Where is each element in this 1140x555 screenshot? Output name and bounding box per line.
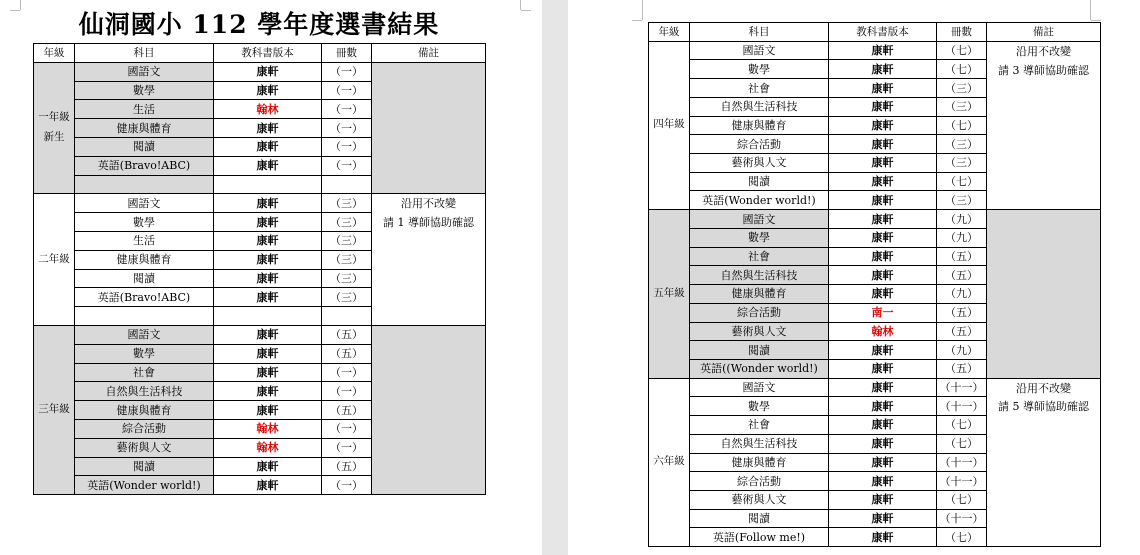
volume-cell: （九） (937, 228, 987, 247)
subject-cell: 自然與生活科技 (75, 382, 214, 401)
grade-cell: 二年級 (34, 194, 75, 326)
subject-cell: 數學 (75, 213, 214, 232)
note-cell: 沿用不改變 請 5 導師協助確認 (987, 378, 1101, 546)
volume-cell: （一） (322, 156, 372, 175)
volume-cell: （一） (322, 62, 372, 81)
publisher-cell: 翰林 (829, 322, 937, 341)
volume-cell: （三） (322, 231, 372, 250)
subject-cell: 社會 (690, 247, 829, 266)
volume-cell: （十一） (937, 472, 987, 491)
publisher-cell: 康軒 (829, 116, 937, 135)
publisher-header: 教科書版本 (829, 23, 937, 42)
textbook-table-right (648, 22, 1101, 547)
publisher-cell: 翰林 (214, 419, 322, 438)
document-page-left[interactable] (0, 0, 542, 555)
volume-cell: （一） (322, 81, 372, 100)
volume-cell: （一） (322, 137, 372, 156)
publisher-cell: 翰林 (214, 438, 322, 457)
subject-cell (75, 175, 214, 194)
volume-cell: （七） (937, 416, 987, 435)
subject-cell: 閱讀 (690, 172, 829, 191)
publisher-cell: 康軒 (829, 60, 937, 79)
note-header: 備註 (987, 23, 1101, 42)
subject-header: 科目 (75, 44, 214, 63)
publisher-cell: 康軒 (829, 472, 937, 491)
subject-cell (75, 307, 214, 326)
margin-mark (20, 0, 21, 10)
document-title: 仙洞國小 112 學年度選書結果 (78, 10, 440, 39)
grade-header: 年級 (649, 23, 690, 42)
margin-mark (520, 0, 521, 10)
publisher-cell (214, 175, 322, 194)
subject-cell: 英語(Follow me!) (690, 528, 829, 547)
subject-cell: 健康與體育 (690, 453, 829, 472)
subject-cell: 英語((Wonder world!) (690, 359, 829, 378)
subject-cell: 國語文 (690, 378, 829, 397)
volume-cell: （三） (937, 154, 987, 173)
table-row (649, 41, 1101, 60)
subject-cell: 閱讀 (690, 509, 829, 528)
page-gap (542, 0, 568, 555)
volume-cell: （七） (937, 172, 987, 191)
subject-cell: 數學 (690, 397, 829, 416)
publisher-cell: 康軒 (829, 79, 937, 98)
publisher-cell: 康軒 (829, 285, 937, 304)
subject-cell: 數學 (75, 81, 214, 100)
publisher-cell: 康軒 (829, 528, 937, 547)
subject-cell: 健康與體育 (75, 401, 214, 420)
publisher-cell: 康軒 (829, 135, 937, 154)
table-row (34, 194, 486, 213)
subject-cell: 自然與生活科技 (690, 266, 829, 285)
margin-mark (632, 20, 642, 21)
grade-cell: 六年級 (649, 378, 690, 546)
volume-cell: （三） (937, 191, 987, 210)
publisher-cell: 康軒 (214, 457, 322, 476)
margin-mark (642, 0, 643, 20)
volume-cell: （七） (937, 490, 987, 509)
volume-cell: （九） (937, 210, 987, 229)
publisher-cell: 康軒 (829, 228, 937, 247)
publisher-cell: 康軒 (214, 476, 322, 495)
volume-cell (322, 175, 372, 194)
subject-cell: 閱讀 (690, 341, 829, 360)
publisher-cell: 康軒 (214, 382, 322, 401)
publisher-cell: 康軒 (829, 247, 937, 266)
subject-cell: 英語(Bravo!ABC) (75, 288, 214, 307)
note-cell: 沿用不改變 請 1 導師協助確認 (372, 194, 486, 326)
grade-header: 年級 (34, 44, 75, 63)
margin-mark (1091, 20, 1101, 21)
volume-cell: （五） (322, 401, 372, 420)
subject-cell: 綜合活動 (75, 419, 214, 438)
publisher-cell: 康軒 (829, 490, 937, 509)
volume-cell: （九） (937, 341, 987, 360)
volume-cell: （三） (322, 213, 372, 232)
grade-cell: 三年級 (34, 325, 75, 494)
publisher-cell: 康軒 (829, 172, 937, 191)
publisher-cell: 康軒 (829, 416, 937, 435)
subject-cell: 閱讀 (75, 269, 214, 288)
table-row (649, 378, 1101, 397)
subject-cell: 藝術與人文 (690, 490, 829, 509)
note-cell (987, 210, 1101, 378)
publisher-cell: 康軒 (829, 210, 937, 229)
textbook-table-left (33, 43, 486, 495)
volume-cell (322, 307, 372, 326)
subject-cell: 國語文 (75, 194, 214, 213)
volume-cell: （五） (937, 359, 987, 378)
volume-cell: （三） (937, 97, 987, 116)
publisher-cell: 康軒 (829, 378, 937, 397)
publisher-cell: 康軒 (214, 213, 322, 232)
volume-cell: （七） (937, 60, 987, 79)
publisher-cell: 康軒 (214, 344, 322, 363)
subject-cell: 社會 (690, 79, 829, 98)
volume-header: 冊數 (937, 23, 987, 42)
volume-cell: （十一） (937, 397, 987, 416)
publisher-cell: 康軒 (829, 41, 937, 60)
subject-cell: 數學 (690, 228, 829, 247)
note-header: 備註 (372, 44, 486, 63)
subject-cell: 綜合活動 (690, 303, 829, 322)
subject-cell: 藝術與人文 (690, 322, 829, 341)
subject-cell: 社會 (690, 416, 829, 435)
volume-cell: （五） (322, 325, 372, 344)
publisher-cell: 康軒 (214, 231, 322, 250)
volume-cell: （三） (937, 135, 987, 154)
publisher-cell: 康軒 (214, 363, 322, 382)
subject-cell: 國語文 (690, 210, 829, 229)
publisher-cell: 康軒 (829, 434, 937, 453)
table-row (34, 325, 486, 344)
subject-cell: 英語(Wonder world!) (690, 191, 829, 210)
subject-cell: 數學 (75, 344, 214, 363)
note-cell (372, 325, 486, 494)
subject-cell: 生活 (75, 231, 214, 250)
volume-cell: （一） (322, 419, 372, 438)
margin-mark (521, 10, 531, 11)
subject-header: 科目 (690, 23, 829, 42)
publisher-cell: 康軒 (829, 509, 937, 528)
publisher-cell: 康軒 (829, 191, 937, 210)
subject-cell: 閱讀 (75, 137, 214, 156)
volume-cell: （一） (322, 438, 372, 457)
margin-mark (10, 10, 20, 11)
volume-cell: （五） (937, 303, 987, 322)
publisher-cell: 康軒 (214, 194, 322, 213)
note-cell: 沿用不改變 請 3 導師協助確認 (987, 41, 1101, 209)
volume-cell: （三） (322, 269, 372, 288)
volume-cell: （七） (937, 41, 987, 60)
publisher-cell: 康軒 (214, 288, 322, 307)
volume-cell: （五） (322, 344, 372, 363)
grade-cell: 四年級 (649, 41, 690, 209)
publisher-cell: 康軒 (214, 156, 322, 175)
subject-cell: 綜合活動 (690, 472, 829, 491)
volume-cell: （五） (937, 247, 987, 266)
table-row (649, 210, 1101, 229)
publisher-cell: 康軒 (214, 137, 322, 156)
subject-cell: 健康與體育 (75, 119, 214, 138)
publisher-cell: 康軒 (214, 401, 322, 420)
publisher-cell: 翰林 (214, 100, 322, 119)
subject-cell: 數學 (690, 60, 829, 79)
publisher-cell: 康軒 (214, 119, 322, 138)
subject-cell: 健康與體育 (690, 285, 829, 304)
volume-cell: （一） (322, 119, 372, 138)
subject-cell: 國語文 (75, 62, 214, 81)
volume-cell: （一） (322, 100, 372, 119)
subject-cell: 藝術與人文 (75, 438, 214, 457)
subject-cell: 閱讀 (75, 457, 214, 476)
volume-cell: （十一） (937, 378, 987, 397)
volume-cell: （五） (322, 457, 372, 476)
grade-cell: 五年級 (649, 210, 690, 378)
subject-cell: 社會 (75, 363, 214, 382)
volume-cell: （七） (937, 528, 987, 547)
subject-cell: 綜合活動 (690, 135, 829, 154)
publisher-cell: 康軒 (214, 81, 322, 100)
volume-cell: （三） (322, 250, 372, 269)
subject-cell: 自然與生活科技 (690, 97, 829, 116)
subject-cell: 國語文 (690, 41, 829, 60)
volume-cell: （七） (937, 116, 987, 135)
volume-cell: （九） (937, 285, 987, 304)
publisher-cell: 康軒 (829, 266, 937, 285)
subject-cell: 自然與生活科技 (690, 434, 829, 453)
margin-mark (1090, 0, 1091, 20)
header-row (649, 23, 1101, 42)
volume-cell: （一） (322, 382, 372, 401)
volume-cell: （三） (322, 288, 372, 307)
volume-cell: （一） (322, 476, 372, 495)
table-row (34, 62, 486, 81)
volume-header: 冊數 (322, 44, 372, 63)
subject-cell: 健康與體育 (75, 250, 214, 269)
grade-cell: 一年級 新生 (34, 62, 75, 194)
publisher-cell: 康軒 (829, 154, 937, 173)
volume-cell: （三） (322, 194, 372, 213)
subject-cell: 藝術與人文 (690, 154, 829, 173)
volume-cell: （一） (322, 363, 372, 382)
publisher-header: 教科書版本 (214, 44, 322, 63)
document-page-right[interactable] (568, 0, 1140, 555)
volume-cell: （十一） (937, 453, 987, 472)
volume-cell: （十一） (937, 509, 987, 528)
subject-cell: 英語(Wonder world!) (75, 476, 214, 495)
publisher-cell: 康軒 (214, 269, 322, 288)
subject-cell: 英語(Bravo!ABC) (75, 156, 214, 175)
volume-cell: （五） (937, 322, 987, 341)
subject-cell: 生活 (75, 100, 214, 119)
publisher-cell: 康軒 (214, 250, 322, 269)
publisher-cell: 康軒 (829, 453, 937, 472)
publisher-cell: 康軒 (829, 359, 937, 378)
note-cell (372, 62, 486, 194)
header-row (34, 44, 486, 63)
subject-cell: 健康與體育 (690, 116, 829, 135)
publisher-cell: 康軒 (829, 397, 937, 416)
volume-cell: （五） (937, 266, 987, 285)
publisher-cell: 康軒 (829, 97, 937, 116)
subject-cell: 國語文 (75, 325, 214, 344)
volume-cell: （七） (937, 434, 987, 453)
volume-cell: （三） (937, 79, 987, 98)
publisher-cell (214, 307, 322, 326)
publisher-cell: 康軒 (214, 325, 322, 344)
publisher-cell: 康軒 (829, 341, 937, 360)
publisher-cell: 南一 (829, 303, 937, 322)
publisher-cell: 康軒 (214, 62, 322, 81)
